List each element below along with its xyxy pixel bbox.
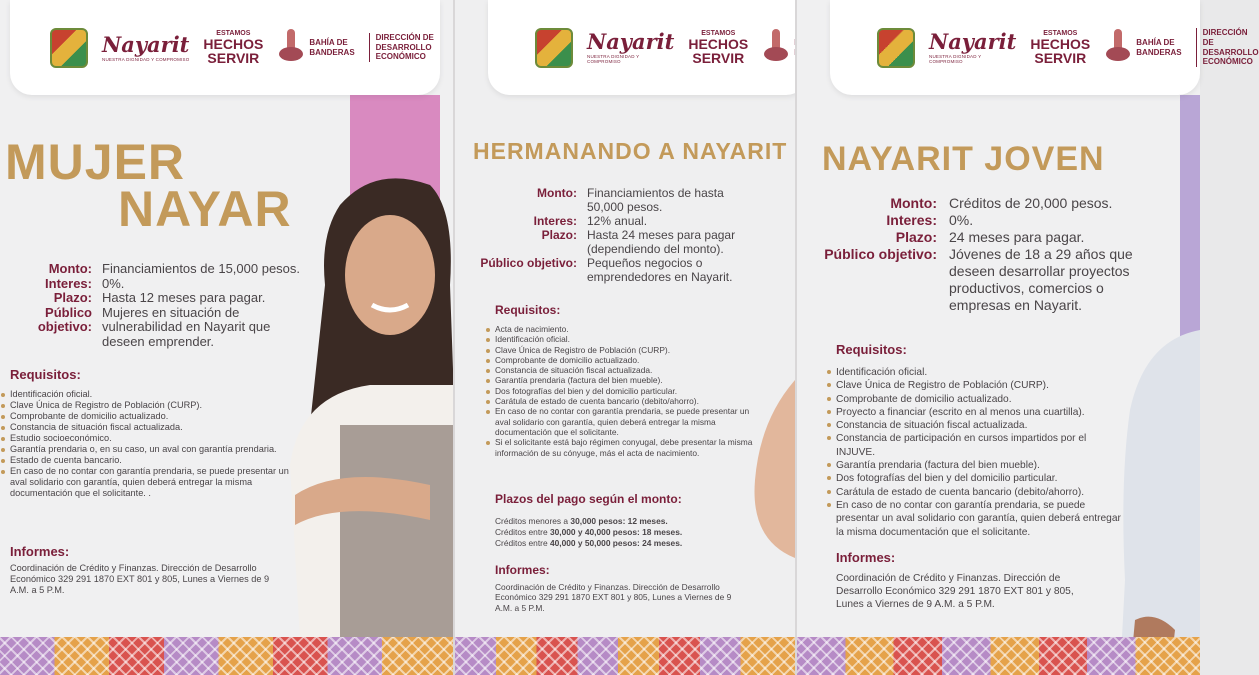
plazo-row: Créditos menores a 30,000 pesos: 12 meses. — [495, 516, 668, 526]
req-item: Constancia de situación fiscal actualizada. — [495, 365, 755, 375]
panel-nayarit-joven — [797, 0, 1259, 675]
nayarit-logo: Nayarit NUESTRA DIGNIDAD Y COMPROMISO — [102, 31, 190, 62]
requisitos-list — [10, 389, 300, 499]
hechos-servir-logo: ESTAMOS HECHOS SERVIR — [1030, 30, 1091, 66]
req-item: Estado de cuenta bancario. — [10, 455, 300, 466]
title: NAYARIT JOVEN — [822, 140, 1105, 178]
req-item: Garantía prendaria (factura del bien mueble). — [495, 375, 755, 385]
decorative-pattern — [797, 637, 1200, 675]
req-item: En caso de no contar con garantía prendaria, se puede presentar un aval solidario con garantía, quien deberá entregar la misma documentación que el solicitante. . — [10, 466, 300, 499]
info-row-publico: Público objetivo: Mujeres en situación de vulnerabilidad en Nayarit que deseen emprender. — [37, 304, 271, 349]
req-item: Si el solicitante está bajo régimen conyugal, debe presentar la misma información de su cónyuge, más el acta de nacimiento. — [495, 437, 755, 458]
info-row-publico: Público objetivo: Pequeños negocios o emprendedores en Nayarit. — [480, 256, 733, 284]
info-row-plazo: Plazo: Hasta 12 meses para pagar. — [53, 290, 266, 305]
lilac-stripe — [1180, 95, 1200, 340]
informes-text: Coordinación de Crédito y Finanzas. Dirección de Desarrollo Económico 329 291 1870 EXT 801 y 805, Lunes a Viernes de 9 A.M. a 5 P.M. — [836, 573, 1074, 610]
req-item: Dos fotografías del bien y del domicilio particular. — [836, 472, 1126, 485]
info-row-monto: Monto: Financiamientos de hasta 50,000 pesos. — [537, 186, 724, 214]
nayarit-seal-icon — [877, 28, 915, 68]
req-item: Comprobante de domicilio actualizado. — [495, 355, 755, 365]
req-item: Identificación oficial. — [836, 366, 1126, 379]
plazo-row: Créditos entre 40,000 y 50,000 pesos: 24 meses. — [495, 538, 683, 548]
req-item: Clave Única de Registro de Población (CURP). — [836, 379, 1126, 392]
man-photo — [1115, 330, 1200, 675]
header-banner — [488, 0, 808, 95]
req-item: Dos fotografías del bien y del domicilio particular. — [495, 386, 755, 396]
info-row-plazo: Plazo: 24 meses para pagar. — [895, 229, 1085, 245]
title-line2: NAYAR — [118, 181, 292, 237]
req-item: Identificación oficial. — [495, 334, 755, 344]
req-item: Comprobante de domicilio actualizado. — [10, 411, 300, 422]
requisitos-title: Requisitos: — [836, 342, 907, 357]
req-item: Constancia de participación en cursos impartidos por el INJUVE. — [836, 432, 1126, 459]
req-item: En caso de no contar con garantía prendaria, se puede presentar un aval solidario con garantía, quien deberá entregar la misma documentación que el solicitante. — [836, 499, 1126, 539]
nayarit-seal-icon — [535, 28, 573, 68]
plazos-title: Plazos del pago según el monto: — [495, 492, 682, 506]
panel-mujer-nayar — [0, 0, 455, 675]
info-row-interes: Interes: 12% anual. — [533, 214, 648, 228]
info-row-interes: Interes: 0%. — [886, 212, 974, 228]
requisitos-list — [836, 366, 1126, 539]
info-row-monto: Monto: Créditos de 20,000 pesos. — [890, 195, 1113, 211]
info-row-plazo: Plazo: Hasta 24 meses para pagar (dependiendo del monto). — [541, 228, 736, 256]
hechos-servir-logo: ESTAMOS HECHOS SERVIR — [688, 30, 749, 66]
req-item: Estudio socioeconómico. — [10, 433, 300, 444]
req-item: Carátula de estado de cuenta bancario (debito/ahorro). — [495, 396, 755, 406]
req-item: Constancia de situación fiscal actualizada. — [836, 419, 1126, 432]
info-row-interes: Interes: 0%. — [45, 275, 125, 291]
req-item: Constancia de situación fiscal actualizada. — [10, 422, 300, 433]
req-item: Garantía prendaria (factura del bien mueble). — [836, 459, 1126, 472]
arm-photo — [750, 380, 795, 560]
req-item: Clave Única de Registro de Población (CURP). — [495, 345, 755, 355]
title: HERMANANDO A NAYARIT — [473, 138, 788, 164]
req-item: En caso de no contar con garantía prendaria, se puede presentar un aval solidario con garantía, quien deberá entregar la misma documentación que el solicitante. — [495, 406, 755, 437]
plazo-row: Créditos entre 30,000 y 40,000 pesos: 18 meses. — [495, 527, 683, 537]
bahia-banderas-logo: BAHÍA DE BANDERAS — [1104, 29, 1181, 67]
info-block — [0, 262, 305, 349]
info-block — [797, 195, 1157, 314]
hechos-servir-logo: ESTAMOS HECHOS SERVIR — [203, 30, 264, 66]
informes-title: Informes: — [10, 544, 70, 559]
req-item: Clave Única de Registro de Población (CURP). — [10, 400, 300, 411]
info-row-monto: Monto: Financiamientos de 15,000 pesos. — [48, 261, 301, 276]
req-item: Proyecto a financiar (escrito en al menos una cuartilla). — [836, 406, 1126, 419]
bahia-banderas-logo: BAHÍA DE BANDERAS — [277, 29, 354, 67]
direccion-label: DIRECCIÓN DE DESARROLLO ECONÓMICO — [369, 33, 434, 62]
requisitos-list — [495, 324, 755, 458]
church-icon — [1104, 29, 1132, 67]
info-block — [455, 186, 755, 284]
requisitos-title: Requisitos: — [495, 303, 561, 317]
nayarit-seal-icon — [50, 28, 88, 68]
informes-text: Coordinación de Crédito y Finanzas. Dirección de Desarrollo Económico 329 291 1870 EXT 801 y 805, Lunes a Viernes de 9 A.M. a 5 P.M. — [495, 582, 732, 613]
informes-title: Informes: — [836, 550, 896, 565]
req-item: Acta de nacimiento. — [495, 324, 755, 334]
req-item: Garantía prendaria o, en su caso, un aval con garantía prendaria. — [10, 444, 300, 455]
req-item: Carátula de estado de cuenta bancario (debito/ahorro). — [836, 486, 1126, 499]
informes-title: Informes: — [495, 563, 550, 577]
req-item: Comprobante de domicilio actualizado. — [836, 393, 1126, 406]
header-banner — [830, 0, 1259, 95]
title-line1: MUJER — [5, 134, 186, 190]
nayarit-logo: Nayarit NUESTRA DIGNIDAD Y COMPROMISO — [929, 29, 1017, 64]
requisitos-title: Requisitos: — [10, 367, 81, 382]
nayarit-logo: Nayarit NUESTRA DIGNIDAD Y COMPROMISO — [587, 29, 675, 64]
woman-photo — [280, 165, 455, 640]
header-banner — [10, 0, 440, 95]
panel-hermanando — [455, 0, 795, 675]
informes-text: Coordinación de Crédito y Finanzas. Dirección de Desarrollo Económico 329 291 1870 EXT 801 y 805, Lunes a Viernes de 9 A.M. a 5 P.M. — [10, 563, 270, 595]
info-row-publico: Público objetivo: Jóvenes de 18 a 29 años que deseen desarrollar proyectos productivos, comercios o empresas en Nayarit. — [824, 246, 1133, 313]
decorative-pattern — [0, 637, 455, 675]
direccion-label: DIRECCIÓN DE DESARROLLO ECONÓMICO — [1196, 28, 1223, 66]
plazos-list — [495, 516, 765, 549]
church-icon — [277, 29, 305, 67]
decorative-pattern — [455, 637, 795, 675]
church-icon — [762, 29, 790, 67]
req-item: Identificación oficial. — [10, 389, 300, 400]
